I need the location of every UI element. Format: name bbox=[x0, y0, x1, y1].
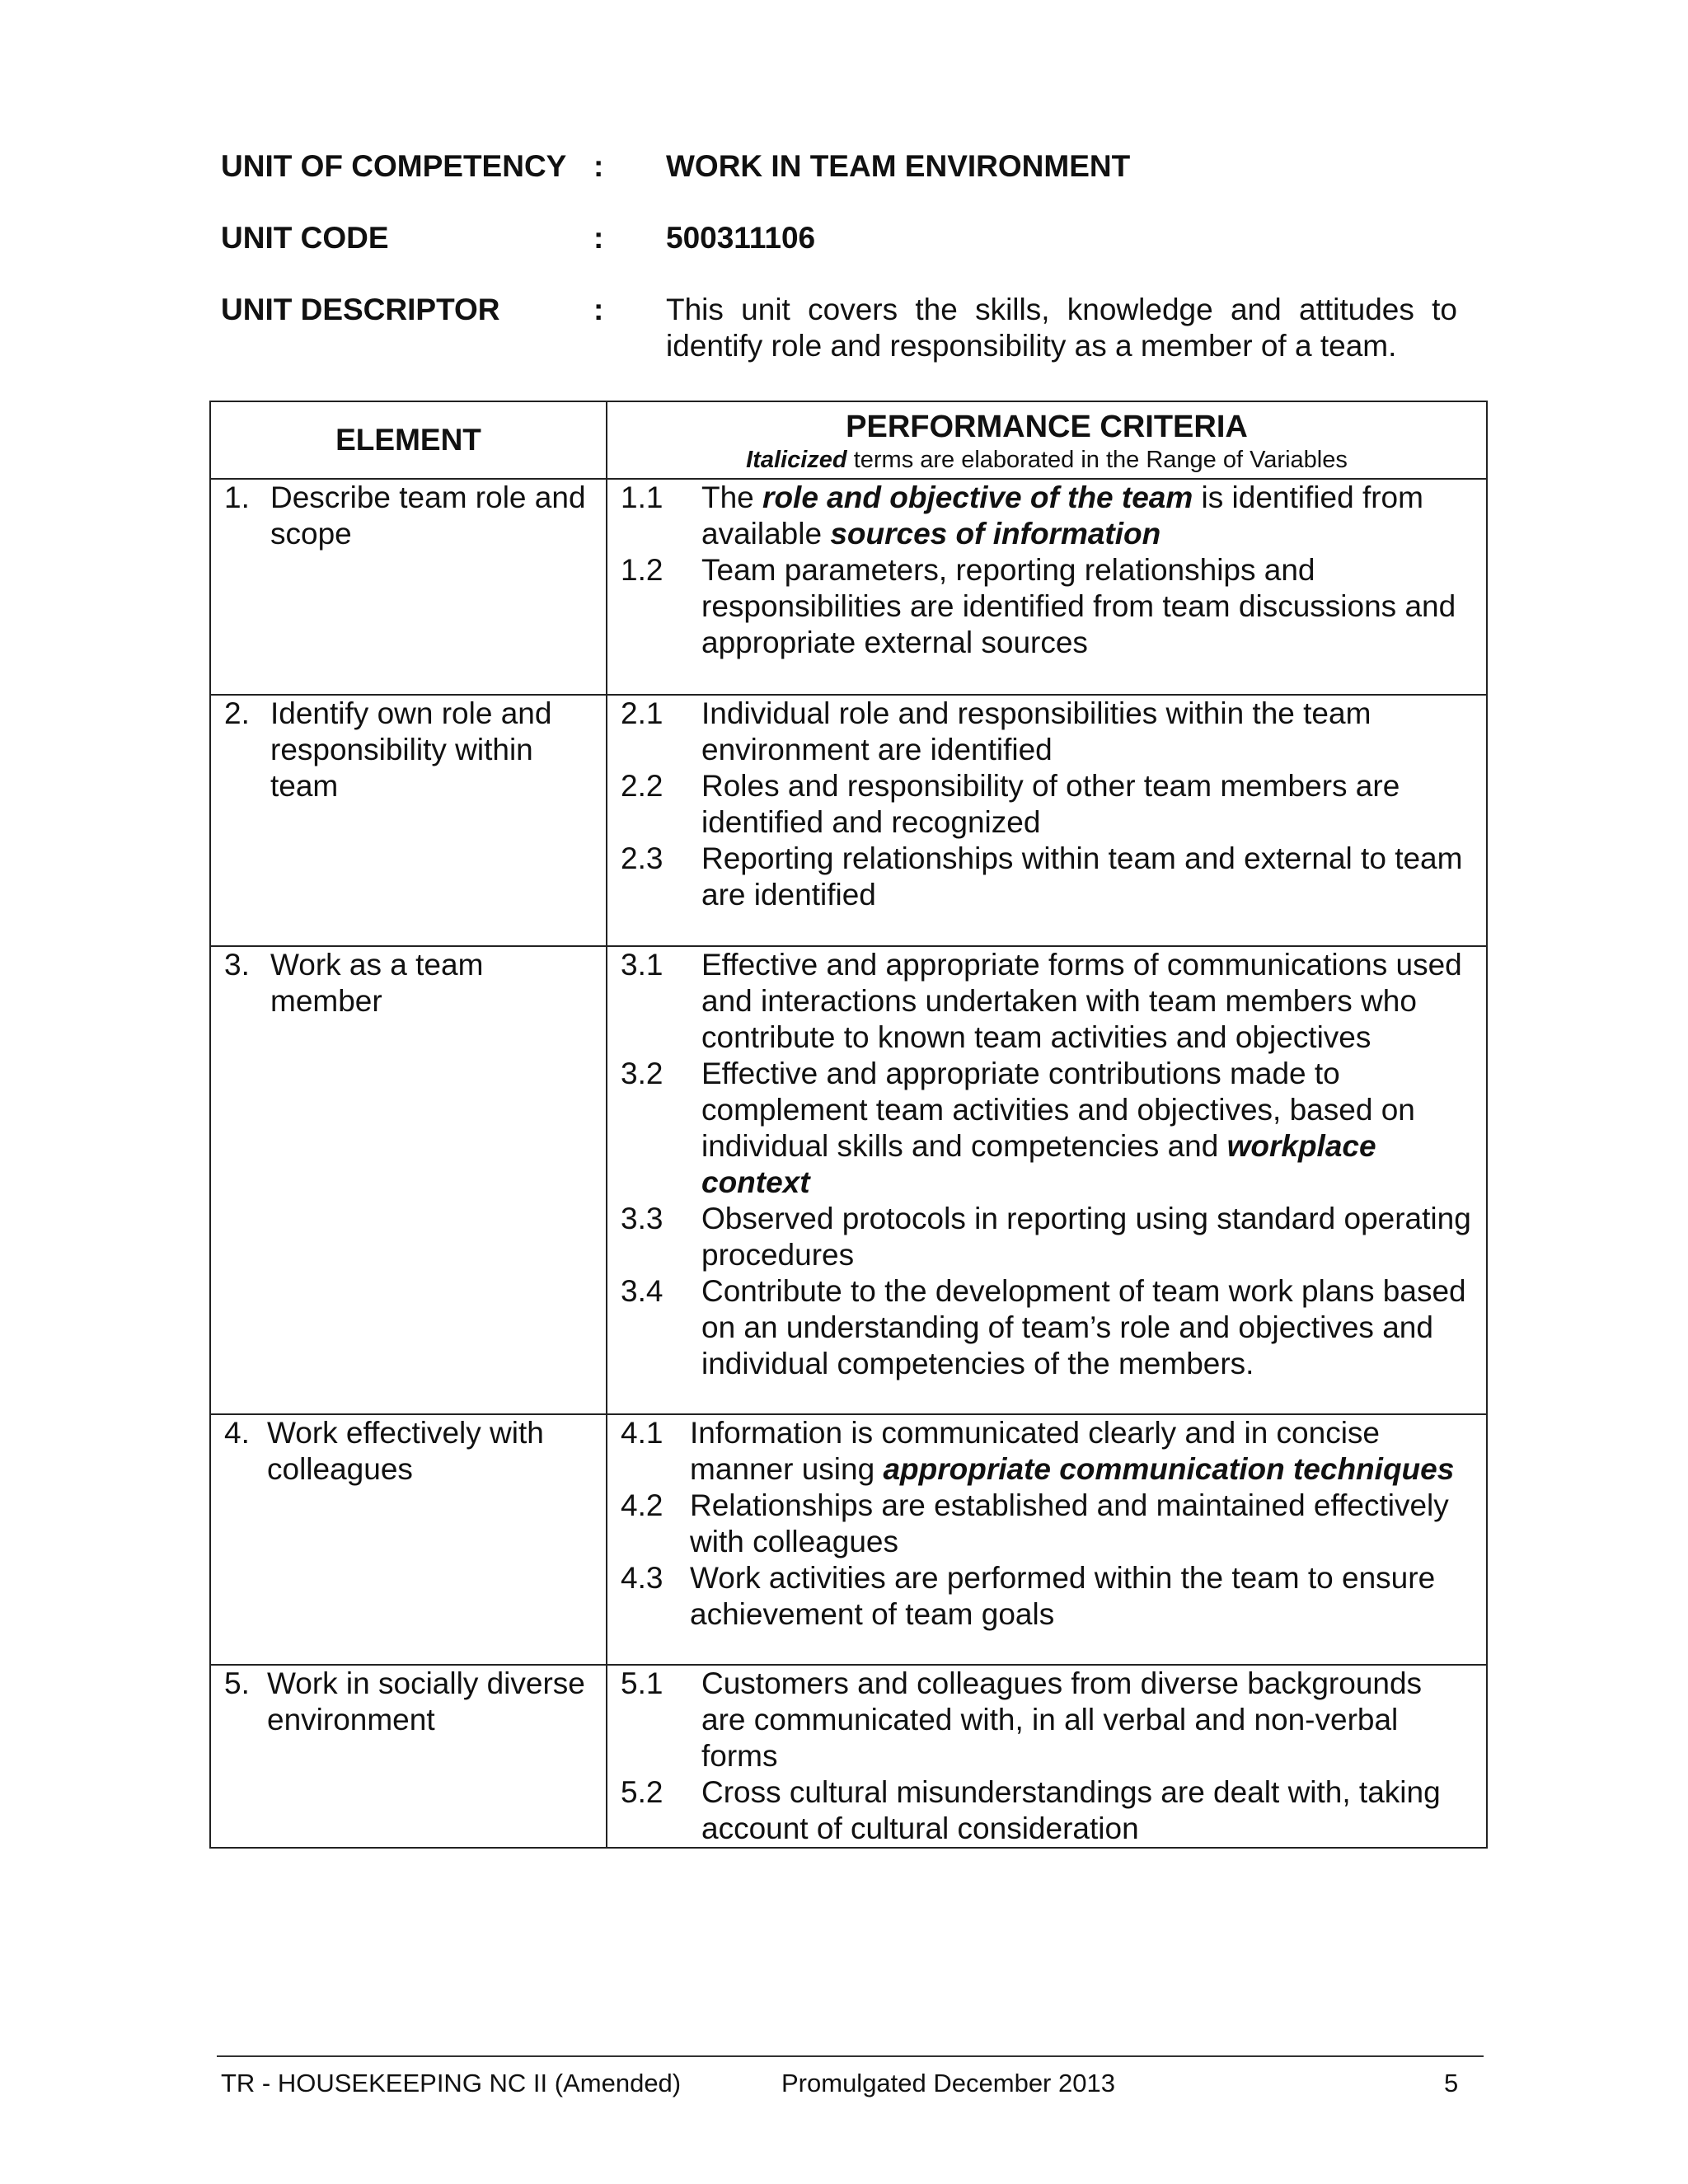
criterion bbox=[621, 480, 1473, 552]
criterion-text: Customers and colleagues from diverse backgrounds are communicated with, in all verbal and non-verbal forms bbox=[701, 1666, 1423, 1773]
table-row bbox=[210, 946, 1487, 1414]
descriptor-label: UNIT DESCRIPTOR bbox=[221, 293, 500, 326]
criterion-number: 4.2 bbox=[621, 1488, 663, 1522]
criterion-text: Reporting relationships within team and external to team are identified bbox=[701, 841, 1463, 912]
criterion bbox=[621, 1273, 1473, 1382]
criterion-number: 3.2 bbox=[621, 1057, 663, 1090]
criterion-number: 1.1 bbox=[621, 480, 663, 514]
criterion-number: 2.1 bbox=[621, 696, 663, 730]
element-item bbox=[224, 696, 599, 804]
element-text: Work effectively with colleagues bbox=[267, 1416, 544, 1486]
range-term: role and objective of the team bbox=[762, 480, 1193, 514]
criterion-number: 3.3 bbox=[621, 1202, 663, 1235]
element-text: Describe team role and scope bbox=[270, 480, 586, 551]
criterion-text bbox=[701, 480, 1473, 552]
criterion bbox=[621, 947, 1473, 1056]
element-item bbox=[224, 947, 599, 1019]
criterion-text: Team parameters, reporting relationships and responsibilities are identified from team discussions and appropriate external sources bbox=[701, 553, 1456, 659]
competency-label: UNIT OF COMPETENCY bbox=[221, 149, 567, 183]
criterion bbox=[621, 696, 1473, 768]
footer-promulgation-date: Promulgated December 2013 bbox=[781, 2069, 1115, 2097]
element-text: Identify own role and responsibility within team bbox=[270, 696, 552, 803]
pc-title: PERFORMANCE CRITERIA bbox=[846, 410, 1248, 444]
table-row bbox=[210, 695, 1487, 946]
criterion-text-part: Effective and appropriate contributions made to complement team activities and objectives, based on individual skills and competencies and bbox=[701, 1057, 1415, 1163]
pc-note bbox=[607, 445, 1486, 475]
criterion bbox=[621, 1056, 1473, 1201]
element-number: 1. bbox=[224, 480, 250, 514]
element-header: ELEMENT bbox=[210, 401, 607, 479]
range-term: sources of information bbox=[830, 517, 1161, 551]
criterion-number: 4.3 bbox=[621, 1561, 663, 1595]
criterion-text-part: Information is communicated clearly and in concise manner using bbox=[690, 1416, 1380, 1486]
table-header-row bbox=[210, 401, 1487, 479]
footer-document-title: TR - HOUSEKEEPING NC II (Amended) bbox=[221, 2069, 682, 2097]
criterion bbox=[621, 841, 1473, 913]
table-row bbox=[210, 479, 1487, 695]
criterion bbox=[621, 1774, 1473, 1847]
range-term: appropriate communication techniques bbox=[883, 1452, 1455, 1486]
criterion-text: Work activities are performed within the team to ensure achievement of team goals bbox=[690, 1561, 1436, 1631]
element-number: 5. bbox=[224, 1666, 250, 1700]
table-row bbox=[210, 1665, 1487, 1848]
criterion-number: 4.1 bbox=[621, 1416, 663, 1450]
element-item bbox=[224, 1666, 599, 1738]
performance-criteria-header bbox=[607, 401, 1487, 479]
competency-table bbox=[209, 401, 1488, 1849]
code-label: UNIT CODE bbox=[221, 221, 389, 255]
element-number: 2. bbox=[224, 696, 250, 730]
competency-colon: : bbox=[593, 149, 604, 183]
table-row bbox=[210, 1414, 1487, 1665]
criterion bbox=[621, 1666, 1473, 1774]
range-term: workplace context bbox=[701, 1129, 1376, 1199]
criterion-number: 3.1 bbox=[621, 948, 663, 982]
code-value: 500311106 bbox=[666, 221, 816, 255]
criterion-number: 3.4 bbox=[621, 1274, 663, 1308]
criterion-text: Effective and appropriate forms of communications used and interactions undertaken with team members who contribute to known team activities and objectives bbox=[701, 948, 1462, 1054]
descriptor-colon: : bbox=[593, 293, 604, 326]
footer-divider bbox=[217, 2055, 1484, 2057]
criterion-number: 1.2 bbox=[621, 553, 663, 587]
element-text: Work as a team member bbox=[270, 948, 484, 1018]
criterion-text: Observed protocols in reporting using standard operating procedures bbox=[701, 1202, 1471, 1272]
criterion-number: 2.2 bbox=[621, 769, 663, 803]
criterion-text-part: The bbox=[701, 480, 763, 514]
criterion-text bbox=[701, 1056, 1473, 1201]
element-item bbox=[224, 1415, 599, 1488]
criterion bbox=[621, 1488, 1473, 1560]
criterion-text: Cross cultural misunderstandings are dealt with, taking account of cultural consideration bbox=[701, 1775, 1441, 1845]
criterion-text: Individual role and responsibilities within the team environment are identified bbox=[701, 696, 1372, 766]
criterion-number: 5.1 bbox=[621, 1666, 663, 1700]
criterion bbox=[621, 1201, 1473, 1273]
element-number: 3. bbox=[224, 948, 250, 982]
element-item bbox=[224, 480, 599, 552]
criterion-text-part: is identified from available bbox=[701, 480, 1423, 551]
descriptor-value: This unit covers the skills, knowledge and attitudes to identify role and responsibility as a member of a team. bbox=[666, 293, 1457, 363]
pc-note-italic: Italicized bbox=[746, 447, 847, 473]
criterion-number: 5.2 bbox=[621, 1775, 663, 1809]
criterion-text bbox=[690, 1415, 1473, 1488]
competency-value: WORK IN TEAM ENVIRONMENT bbox=[666, 149, 1131, 183]
code-colon: : bbox=[593, 221, 604, 255]
page-number: 5 bbox=[1444, 2069, 1459, 2097]
criterion-text: Contribute to the development of team work plans based on an understanding of team’s role and objectives and individual competencies of the members. bbox=[701, 1274, 1466, 1380]
pc-note-rest: terms are elaborated in the Range of Variables bbox=[846, 447, 1348, 473]
criterion-number: 2.3 bbox=[621, 841, 663, 875]
element-text: Work in socially diverse environment bbox=[267, 1666, 585, 1736]
criterion-text: Relationships are established and maintained effectively with colleagues bbox=[690, 1488, 1449, 1558]
criterion bbox=[621, 1560, 1473, 1633]
criterion bbox=[621, 768, 1473, 841]
criterion bbox=[621, 552, 1473, 661]
criterion-text: Roles and responsibility of other team members are identified and recognized bbox=[701, 769, 1400, 839]
element-number: 4. bbox=[224, 1416, 250, 1450]
criterion bbox=[621, 1415, 1473, 1488]
